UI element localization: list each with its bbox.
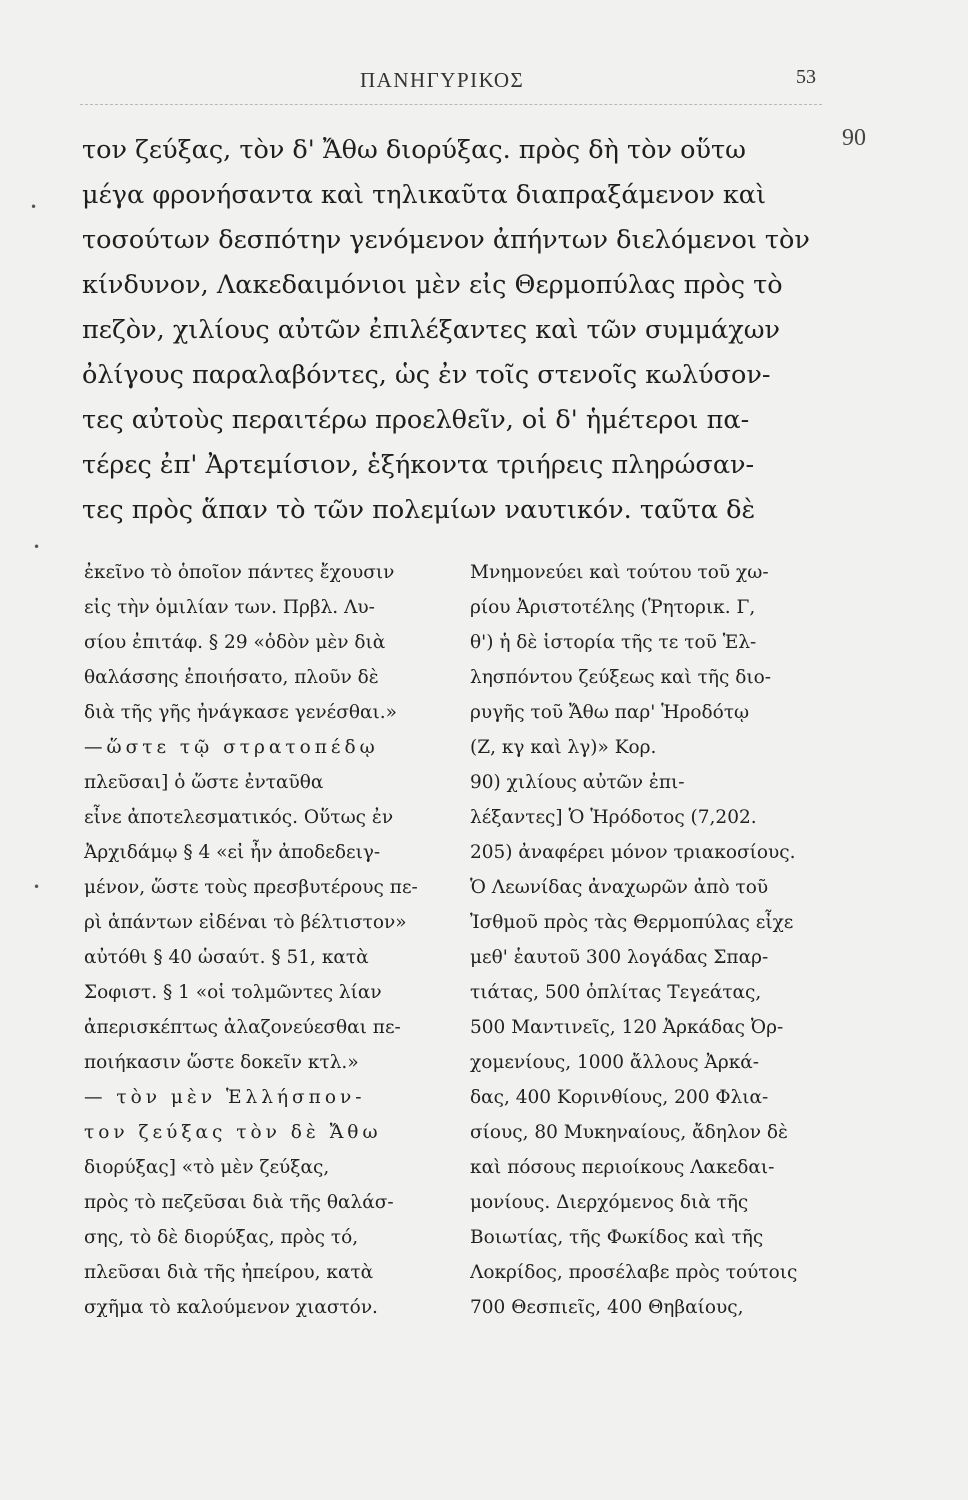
note-line: θ') ἡ δὲ ἱστορία τῆς τε τοῦ Ἑλ- xyxy=(470,632,757,653)
note-line: Ἰσθμοῦ πρὸς τὰς Θερμοπύλας εἶχε xyxy=(470,912,794,933)
note-line: λησπόντου ζεύξεως καὶ τῆς διο- xyxy=(470,667,771,688)
note-line: καὶ πόσους περιοίκους Λακεδαι- xyxy=(470,1157,775,1178)
note-line: χομενίους, 1000 ἄλλους Ἀρκά- xyxy=(470,1052,760,1073)
note-line: σχῆμα τὸ καλούμενον χιαστόν. xyxy=(84,1297,378,1318)
note-line: σίου ἐπιτάφ. § 29 «ὁδὸν μὲν διὰ xyxy=(84,632,386,653)
main-text-line: τέρες ἐπ' Ἀρτεμίσιον, ἑξήκοντα τριήρεις πληρώσαν- xyxy=(82,450,755,480)
note-line: μεθ' ἑαυτοῦ 300 λογάδας Σπαρ- xyxy=(470,947,769,968)
note-line: πρὸς τὸ πεζεῦσαι διὰ τῆς θαλάσ- xyxy=(84,1192,394,1213)
note-line: ἐκεῖνο τὸ ὁποῖον πάντες ἔχουσιν xyxy=(84,562,395,583)
main-text-line: τον ζεύξας, τὸν δ' Ἄθω διορύξας. πρὸς δὴ τὸν οὕτω xyxy=(82,135,746,165)
note-line: σίους, 80 Μυκηναίους, ἄδηλον δὲ xyxy=(470,1122,788,1143)
note-line: Λοκρίδος, προσέλαβε πρὸς τούτοις xyxy=(470,1262,798,1283)
main-text-line: κίνδυνον, Λακεδαιμόνιοι μὲν εἰς Θερμοπύλας πρὸς τὸ xyxy=(82,270,783,300)
note-line: λέξαντες] Ὁ Ἡρόδοτος (7,202. xyxy=(470,807,757,828)
note-line: 90) χιλίους αὐτῶν ἐπι- xyxy=(470,772,685,793)
main-text xyxy=(82,128,842,533)
note-line: μονίους. Διερχόμενος διὰ τῆς xyxy=(470,1192,749,1213)
note-line: Ἀρχιδάμῳ § 4 «εἰ ἦν ἀποδεδειγ- xyxy=(84,842,381,863)
note-line: Μνημονεύει καὶ τούτου τοῦ χω- xyxy=(470,562,769,583)
main-text-line: πεζὸν, χιλίους αὐτῶν ἐπιλέξαντες καὶ τῶν συμμάχων xyxy=(82,315,781,345)
note-line: τον ζεύξας τὸν δὲ Ἄθω xyxy=(84,1122,382,1143)
note-line: (Ζ, κγ καὶ λγ)» Κορ. xyxy=(470,737,657,758)
margin-line-number: 90 xyxy=(842,125,866,151)
note-line: πλεῦσαι] ὁ ὥστε ἐνταῦθα xyxy=(84,772,324,793)
main-text-line: τες αὐτοὺς περαιτέρω προελθεῖν, οἱ δ' ἡμέτεροι πα- xyxy=(82,405,750,435)
note-line: δας, 400 Κορινθίους, 200 Φλια- xyxy=(470,1087,769,1108)
note-line: αὐτόθι § 40 ὡσαύτ. § 51, κατὰ xyxy=(84,947,369,968)
margin-speck: • xyxy=(33,880,41,894)
note-line: Σοφιστ. § 1 «οἱ τολμῶντες λίαν xyxy=(84,982,382,1003)
note-line: διὰ τῆς γῆς ἠνάγκασε γενέσθαι.» xyxy=(84,702,397,723)
note-line: — τὸν μὲν Ἑλλήσπον- xyxy=(84,1087,366,1108)
note-line: —ὥστε τῷ στρατοπέδῳ xyxy=(84,737,379,758)
note-line: Ὁ Λεωνίδας ἀναχωρῶν ἀπὸ τοῦ xyxy=(470,877,769,898)
note-line: ρίου Ἀριστοτέλης (Ῥητορικ. Γ, xyxy=(470,597,756,618)
note-line: 500 Μαντινεῖς, 120 Ἀρκάδας Ὀρ- xyxy=(470,1017,784,1038)
running-title: ΠΑΝΗΓΥΡΙΚΟΣ xyxy=(360,68,525,92)
note-line: ἀπερισκέπτως ἀλαζονεύεσθαι πε- xyxy=(84,1017,401,1038)
note-line: ρυγῆς τοῦ Ἄθω παρ' Ἡροδότῳ xyxy=(470,702,750,723)
header-rule xyxy=(80,104,822,105)
note-line: σης, τὸ δὲ διορύξας, πρὸς τό, xyxy=(84,1227,359,1248)
note-line: εἰς τὴν ὁμιλίαν των. Πρβλ. Λυ- xyxy=(84,597,375,618)
note-line: μένον, ὥστε τοὺς πρεσβυτέρους πε- xyxy=(84,877,418,898)
note-line: ποιήκασιν ὥστε δοκεῖν κτλ.» xyxy=(84,1052,359,1073)
running-head xyxy=(0,68,968,108)
margin-speck: • xyxy=(33,540,41,554)
main-text-line: τες πρὸς ἅπαν τὸ τῶν πολεμίων ναυτικόν. ταῦτα δὲ xyxy=(82,495,756,525)
notes-left-column xyxy=(84,555,462,1325)
page-number: 53 xyxy=(796,66,816,88)
main-text-line: ὀλίγους παραλαβόντες, ὡς ἐν τοῖς στενοῖς κωλύσον- xyxy=(82,360,771,390)
notes-right-column xyxy=(470,555,842,1325)
note-line: εἶνε ἀποτελεσματικός. Οὕτως ἐν xyxy=(84,807,394,828)
main-text-line: μέγα φρονήσαντα καὶ τηλικαῦτα διαπραξάμενον καὶ xyxy=(82,180,766,210)
note-line: ρὶ ἁπάντων εἰδέναι τὸ βέλτιστον» xyxy=(84,912,407,933)
margin-speck: • xyxy=(30,200,38,214)
note-line: πλεῦσαι διὰ τῆς ἠπείρου, κατὰ xyxy=(84,1262,374,1283)
note-line: τιάτας, 500 ὁπλίτας Τεγεάτας, xyxy=(470,982,762,1003)
note-line: Βοιωτίας, τῆς Φωκίδος καὶ τῆς xyxy=(470,1227,764,1248)
note-line: 700 Θεσπιεῖς, 400 Θηβαίους, xyxy=(470,1297,744,1318)
note-line: θαλάσσης ἐποιήσατο, πλοῦν δὲ xyxy=(84,667,379,688)
note-line: 205) ἀναφέρει μόνον τριακοσίους. xyxy=(470,842,796,863)
note-line: διορύξας] «τὸ μὲν ζεύξας, xyxy=(84,1157,330,1178)
main-text-line: τοσούτων δεσπότην γενόμενον ἀπήντων διελόμενοι τὸν xyxy=(82,225,810,255)
